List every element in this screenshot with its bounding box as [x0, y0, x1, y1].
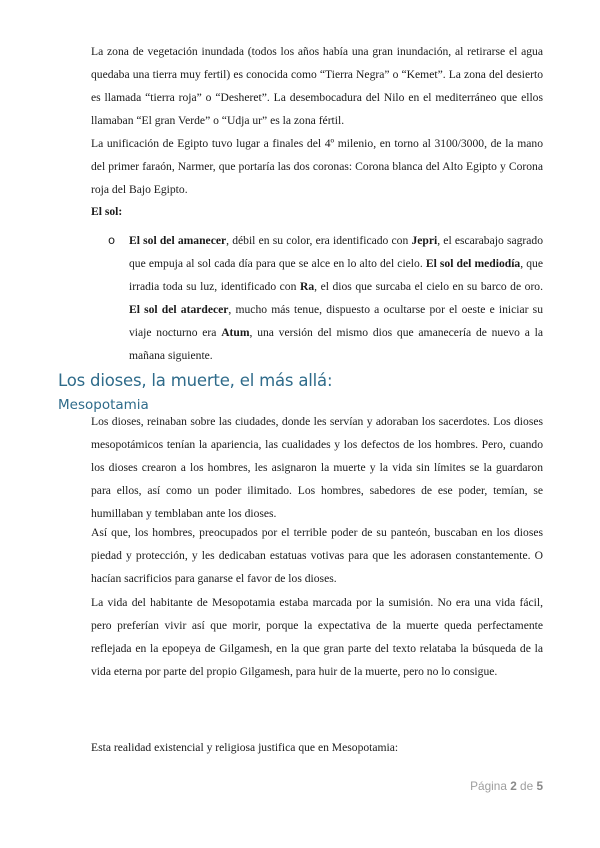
sun-atum-term: Atum — [221, 326, 250, 339]
section-heading: Los dioses, la muerte, el más allá: — [58, 371, 333, 390]
intro-paragraph-2: La unificación de Egipto tuvo lugar a finales del 4º milenio, en torno al 3100/3000, de la mano del primer faraón, Narmer, que portaría las dos coronas: Corona blanca del Alto Egipto y Corona roja del Bajo Egipto. — [91, 137, 543, 196]
page-separator: de — [520, 779, 534, 793]
intro-paragraph-1: La zona de vegetación inundada (todos los años había una gran inundación, al retirarse el agua quedaba una tierra muy fertil) es conocida como “Tierra Negra” o “Kemet”. La zona del desierto es llamada “tierra roja” o “Desheret”. La desembocadura del Nilo en el mediterráneo que ellos llamaban “El gran Verde” o “Udja ur” es la zona fértil. — [91, 45, 543, 127]
sun-text-segment: , el dios que surcaba el cielo en su barco de oro. — [314, 280, 544, 293]
sun-midday-term: El sol del mediodía — [425, 257, 521, 270]
sun-bullet-text — [129, 229, 543, 367]
page-number — [470, 779, 543, 793]
mesopotamia-paragraph-1: Los dioses, reinaban sobre las ciudades, donde les servían y adoraban los sacerdotes. Los dioses mesopotámicos tenían la apariencia, las cualidades y los defectos de los hombres. Pero, cuando los dioses crearon a los hombres, les asignaron la muerte y la vida sin límites se la guardaron para ellos, así como un poder ilimitado. Los hombres, sabedores de ese poder, temían, se humillaban y temblaban ante los dioses. — [91, 415, 543, 520]
sun-ra-term: Ra — [299, 280, 315, 293]
sun-heading: El sol: — [91, 205, 123, 218]
mesopotamia-paragraph-4: Esta realidad existencial y religiosa justifica que en Mesopotamia: — [91, 741, 399, 754]
sun-text-segment: , el escarabajo sagrado que empuja al sol cada día para que se alce en lo alto del cielo. — [129, 234, 544, 270]
mesopotamia-paragraph-2: Así que, los hombres, preocupados por el terrible poder de su panteón, buscaban en los dioses piedad y protección, y les dedicaban estatuas votivas para que les adorasen constantemente. O hacían sacrificios para ganarse el favor de los dioses. — [91, 526, 543, 585]
total-pages: 5 — [536, 779, 543, 793]
sun-text-segment: , mucho más tenue, dispuesto a ocultarse por el oeste e iniciar su viaje nocturno era — [129, 303, 543, 339]
sun-text-segment: , débil en su color, era identificado con — [226, 234, 412, 247]
bullet-marker: o — [108, 233, 116, 247]
section-subheading: Mesopotamia — [58, 397, 149, 413]
mesopotamia-paragraph-3: La vida del habitante de Mesopotamia estaba marcada por la sumisión. No era una vida fácil, pero preferían vivir así que morir, porque la expectativa de la muerte queda perfectamente reflejada en la epopeya de Gilgamesh, en la que gran parte del texto relataba la búsqueda de la vida eterna por parte del propio Gilgamesh, para huir de la muerte, pero no lo consigue. — [91, 596, 543, 678]
sun-sunset-term: El sol del atardecer — [129, 303, 229, 316]
current-page: 2 — [510, 779, 517, 793]
sun-jepri-term: Jepri — [411, 234, 438, 247]
sun-text-segment: , una versión del mismo dios que amanecería de nuevo a la mañana siguiente. — [129, 326, 544, 362]
sun-text-segment: , que irradia toda su luz, identificado con — [129, 257, 543, 293]
sun-sunrise-term: El sol del amanecer — [129, 234, 227, 247]
page-label: Página — [470, 779, 507, 793]
